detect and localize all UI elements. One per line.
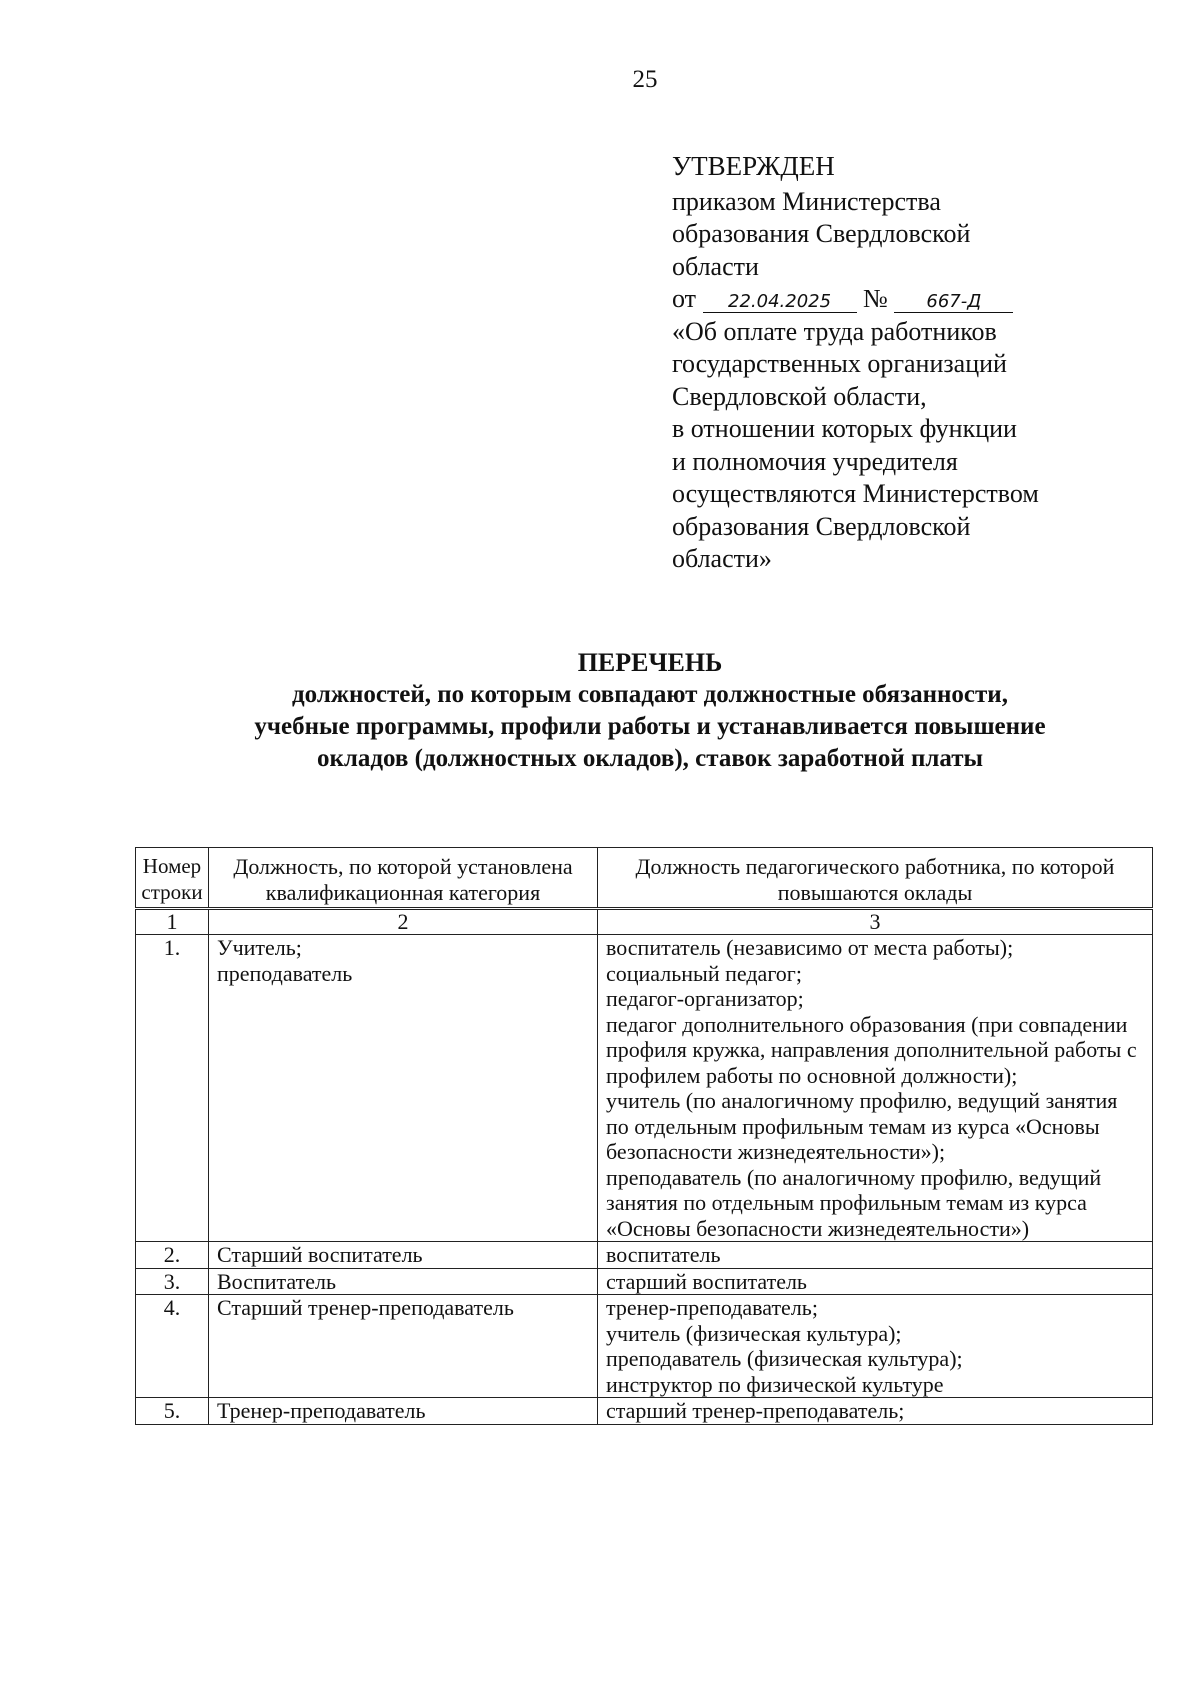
raised-position (598, 1398, 1153, 1425)
position-entry: Тренер-преподаватель (217, 1398, 426, 1423)
order-title-line: осуществляются Министерством (672, 479, 1039, 508)
raised-entry: учитель (физическая культура); (606, 1320, 902, 1346)
handwritten-date: 22.04.2025 (703, 292, 857, 313)
position-entry: Старший воспитатель (217, 1242, 423, 1267)
heading-subtitle-line: окладов (должностных окладов), ставок заработной платы (316, 745, 984, 772)
raised-entry: учитель (по аналогичному профилю, ведущий занятия по отдельным профильным темам из курса «Основы безопасности жизнедеятельности»); (606, 1088, 1118, 1164)
raised-position (598, 1295, 1153, 1398)
order-title-line: и полномочия учредителя (672, 446, 958, 476)
qualified-position (209, 1268, 598, 1295)
column-number: 2 (209, 909, 598, 935)
header-row-number: Номер строки (136, 848, 209, 909)
qualified-position (209, 1295, 598, 1398)
column-numbers-row (136, 909, 1153, 935)
order-title-line: государственных организаций (672, 349, 1007, 378)
heading-subtitle-line: должностей, по которым совпадают должностные обязанности, (292, 681, 1008, 708)
raised-entry: преподаватель (по аналогичному профилю, ведущий занятия по отдельным профильным темам из курса «Основы безопасности жизнедеятельности») (606, 1164, 1102, 1241)
approval-line: приказом Министерства (672, 186, 941, 216)
approval-line: области (672, 251, 759, 281)
raised-entry: старший воспитатель (606, 1268, 807, 1294)
order-title-line: «Об оплате труда работников (672, 316, 997, 346)
raised-entry: тренер-преподаватель; (606, 1295, 818, 1320)
table-row (136, 1295, 1153, 1398)
approval-block (672, 150, 1142, 576)
raised-entry: воспитатель (независимо от места работы); (606, 935, 1014, 960)
table-header-row (136, 848, 1153, 909)
page-number: 25 (632, 66, 658, 93)
header-raised-position: Должность педагогического работника, по которой повышаются оклады (598, 848, 1153, 909)
date-prefix: от (672, 284, 697, 313)
order-title-line: области» (672, 544, 772, 573)
row-number: 2. (136, 1242, 209, 1269)
raised-entry: педагог дополнительного образования (при совпадении профиля кружка, направления дополнительной работы с профилем работы по основной должности); (606, 1011, 1137, 1088)
table-row (136, 1242, 1153, 1269)
heading-title: ПЕРЕЧЕНЬ (577, 648, 723, 677)
handwritten-order-number: 667-Д (894, 292, 1013, 313)
order-title-line: в отношении которых функции (672, 414, 1017, 443)
position-entry: Учитель; (217, 935, 302, 960)
raised-position (598, 935, 1153, 1242)
order-date-number-line (672, 283, 1142, 316)
row-number: 5. (136, 1398, 209, 1425)
row-number: 3. (136, 1268, 209, 1295)
qualified-position (209, 1398, 598, 1425)
approval-line: образования Свердловской (672, 219, 971, 248)
approval-title: УТВЕРЖДЕН (672, 151, 835, 181)
column-number: 3 (598, 909, 1153, 935)
order-title-line: образования Свердловской (672, 511, 971, 541)
raised-entry: педагог-организатор; (606, 986, 804, 1011)
qualified-position (209, 1242, 598, 1269)
raised-entry: старший тренер-преподаватель; (606, 1398, 905, 1423)
column-number: 1 (136, 909, 209, 935)
document-heading (120, 647, 1180, 775)
table-row (136, 1398, 1153, 1425)
qualified-position (209, 935, 598, 1242)
raised-entry: социальный педагог; (606, 960, 802, 986)
position-entry: преподаватель (217, 960, 353, 986)
raised-entry: инструктор по физической культуре (606, 1371, 944, 1397)
heading-subtitle-line: учебные программы, профили работы и устанавливается повышение (254, 713, 1046, 740)
number-prefix: № (863, 284, 888, 313)
position-entry: Старший тренер-преподаватель (217, 1295, 514, 1320)
raised-entry: воспитатель (606, 1242, 721, 1267)
raised-entry: преподаватель (физическая культура); (606, 1346, 963, 1371)
table-row (136, 935, 1153, 1242)
order-title-line: Свердловской области, (672, 381, 927, 411)
row-number: 1. (136, 935, 209, 1242)
positions-table (135, 847, 1153, 1425)
row-number: 4. (136, 1295, 209, 1398)
position-entry: Воспитатель (217, 1268, 337, 1294)
raised-position (598, 1242, 1153, 1269)
table-row (136, 1268, 1153, 1295)
header-qualified-position: Должность, по которой установлена квалификационная категория (209, 848, 598, 909)
raised-position (598, 1268, 1153, 1295)
